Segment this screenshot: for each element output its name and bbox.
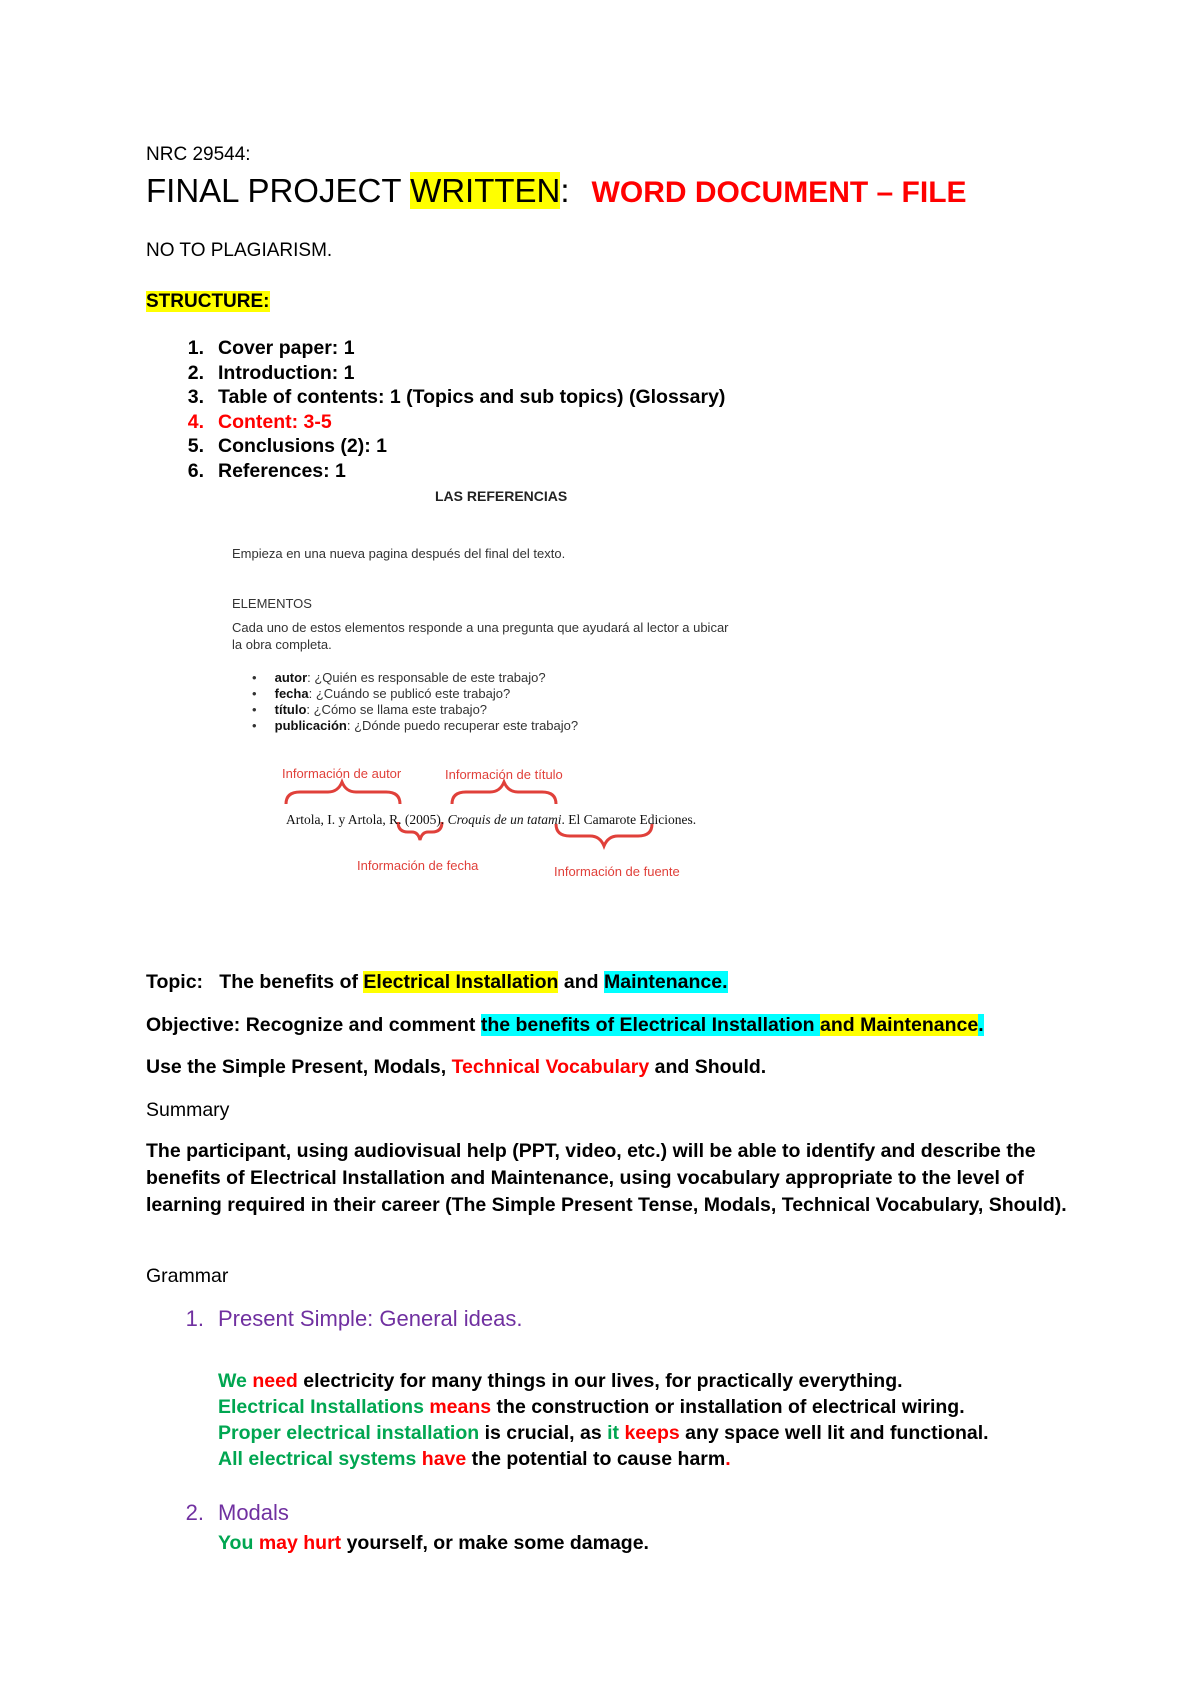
list-item: 5. Conclusions (2): 1 [187,435,388,457]
title-main: FINAL PROJECT [146,172,411,209]
list-item: 6. References: 1 [187,459,346,482]
annotation-fuente: Información de fuente [554,864,680,879]
annotation-fecha: Información de fecha [357,858,479,873]
grammar-label: Grammar [146,1265,229,1287]
citation-example: Artola, I. y Artola, R. (2005). Croquis de un tatami. El Camarote Ediciones. [286,812,697,827]
summary-text: The participant, using audiovisual help (PPT, video, etc.) will be able to identify and describe the benefits of Electrical Installation and Maintenance, using vocabulary appropriate to the level of learning required in their career (The Simple Present Tense, Modals, Technical Vocabulary, Should). [146,1140,1067,1216]
topic-line: Topic: The benefits of Electrical Installation and Maintenance. [146,971,728,993]
list-item: 2. Introduction: 1 [187,361,355,384]
annotation-autor: Información de autor [282,766,402,781]
structure-list [146,337,725,484]
title-colon: : [560,172,570,209]
elements-label: ELEMENTOS [232,596,312,611]
brace-titulo [452,782,556,804]
references-intro: Empieza en una nueva pagina después del final del texto. [232,546,566,561]
structure-label: STRUCTURE: [146,291,270,312]
list-item: • autor: ¿Quién es responsable de este trabajo? [252,670,546,685]
list-item: 4. Content: 3-5 [187,410,332,433]
list-item: 3. Table of contents: 1 (Topics and sub topics) (Glossary) [187,386,726,408]
use-line: Use the Simple Present, Modals, Technical Vocabulary and Should. [146,1056,767,1078]
example-sentence: All electrical systems have the potential to cause harm. [218,1448,731,1470]
nrc-code: NRC 29544: [146,144,251,165]
example-sentence: Electrical Installations means the construction or installation of electrical wiring. [218,1396,965,1418]
example-sentence: We need electricity for many things in our lives, for practically everything. [218,1370,903,1392]
objective-line: Objective: Recognize and comment the benefits of Electrical Installation and Maintenance. [146,1014,984,1036]
list-item: • fecha: ¿Cuándo se publicó este trabajo? [252,686,511,701]
references-figure [220,480,780,900]
example-sentence: You may hurt yourself, or make some damage. [218,1532,649,1554]
elements-desc: Cada uno de estos elementos responde a una pregunta que ayudará al lector a ubicar [232,620,729,635]
annotation-braces [220,480,780,900]
title-highlight: WRITTEN [410,172,561,209]
grammar-item-2: 2. Modals [185,1500,289,1525]
summary-label: Summary [146,1099,230,1121]
plagiarism-note: NO TO PLAGIARISM. [146,240,333,261]
list-item: • publicación: ¿Dónde puedo recuperar este trabajo? [252,718,579,733]
annotation-titulo: Información de título [445,767,563,782]
brace-autor [286,782,400,804]
page-title [146,172,967,210]
title-subtitle: WORD DOCUMENT – FILE [591,176,967,209]
list-item: 1. Cover paper: 1 [187,337,355,359]
references-heading: LAS REFERENCIAS [435,488,568,504]
elements-desc: la obra completa. [232,637,332,652]
example-sentence: Proper electrical installation is crucial, as it keeps any space well lit and functional. [218,1422,989,1444]
grammar-item-1: 1. Present Simple: General ideas. [185,1306,523,1331]
list-item: • título: ¿Cómo se llama este trabajo? [252,702,488,717]
